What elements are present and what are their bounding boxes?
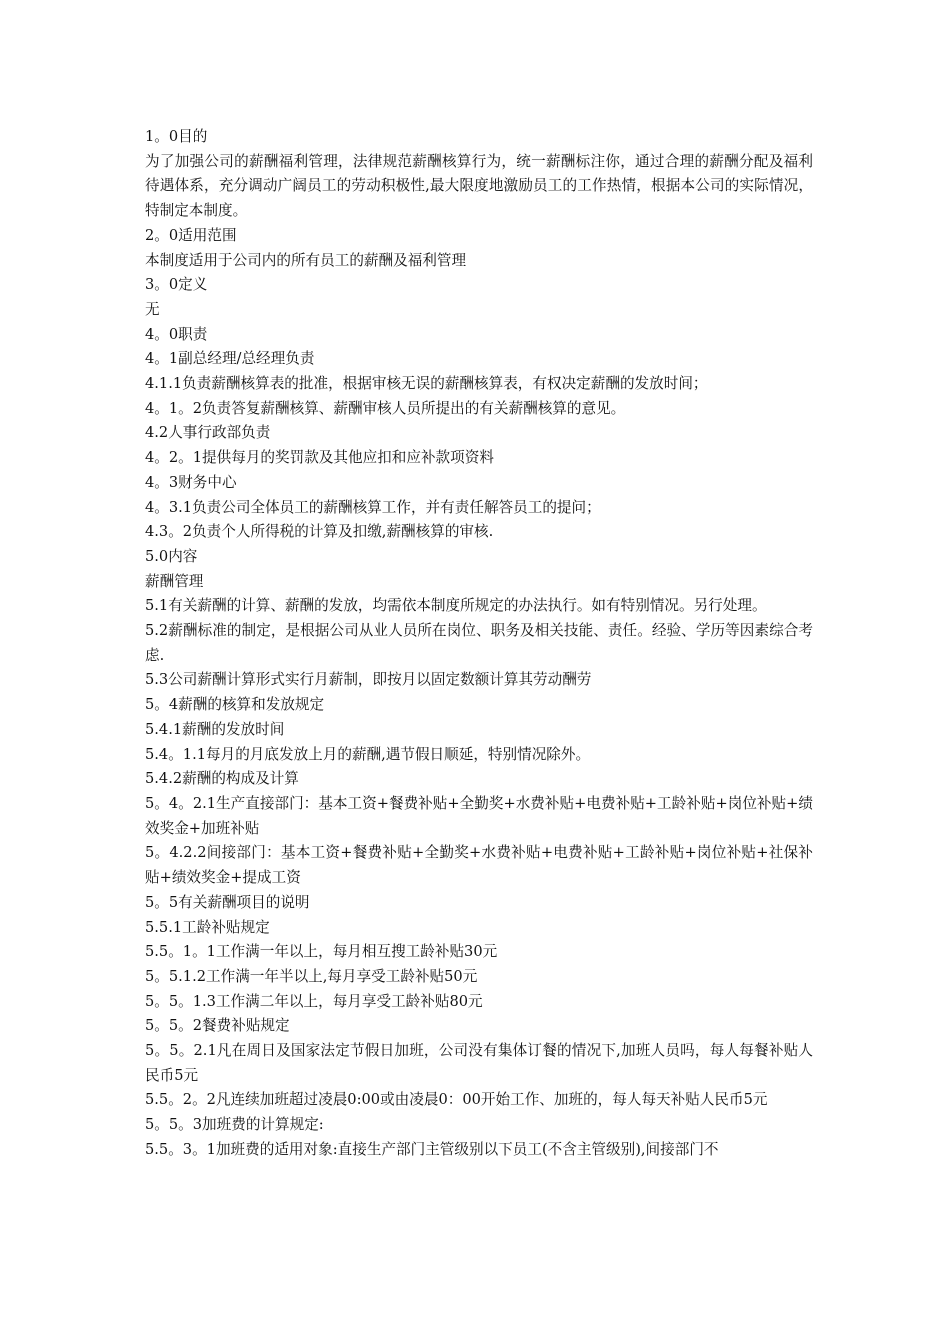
paragraph-5-5: 5。5有关薪酬项目的说明 [145,893,310,911]
paragraph-5-4: 5。4薪酬的核算和发放规定 [145,696,325,714]
paragraph-duty-4-1: 4。1副总经理/总经理负责 [145,350,315,368]
paragraph-5-5-1: 5.5.1工龄补贴规定 [145,918,270,936]
paragraph-purpose: 为了加强公司的薪酬福利管理，法律规范薪酬核算行为，统一薪酬标注你，通过合理的薪酬分配及福利待遇体系，充分调动广阔员工的劳动积极性,最大限度地激励员工的工作热情，根据本公司的实际情况，特制定本制度。 [145,152,813,220]
document-body [145,125,813,1163]
paragraph-duty-4-3-2: 4.3。2负责个人所得税的计算及扣缴,薪酬核算的审核. [145,523,494,541]
paragraph-5-4-1-1: 5.4。1.1每月的月底发放上月的薪酬,遇节假日顺延，特别情况除外。 [145,745,591,763]
paragraph-5-2: 5.2薪酬标准的制定，是根据公司从业人员所在岗位、职务及相关技能、责任。经验、学历等因素综合考虑. [145,622,813,664]
paragraph-5-1: 5.1有关薪酬的计算、薪酬的发放，均需依本制度所规定的办法执行。如有特别情况。另行处理。 [145,597,767,615]
paragraph-5-5-1-1: 5.5。1。1工作满一年以上，每月相互搜工龄补贴30元 [145,943,498,961]
section-heading-purpose: 1。0目的 [145,128,208,145]
paragraph-duty-4-2-1: 4。2。1提供每月的奖罚款及其他应扣和应补款项资料 [145,449,494,467]
paragraph-5-5-3: 5。5。3加班费的计算规定: [145,1116,324,1134]
paragraph-5-5-2-1: 5。5。2.1凡在周日及国家法定节假日加班，公司没有集体订餐的情况下,加班人员吗，每人每餐补贴人民币5元 [145,1042,813,1084]
paragraph-5-5-1-3: 5。5。1.3工作满二年以上，每月享受工龄补贴80元 [145,992,483,1010]
section-heading-scope: 2。0适用范围 [145,226,237,244]
paragraph-definition: 无 [145,300,160,318]
paragraph-5-5-3-1: 5.5。3。1加班费的适用对象:直接生产部门主管级别以下员工(不含主管级别),间接部门不 [145,1140,719,1158]
paragraph-5-5-1-2: 5。5.1.2工作满一年半以上,每月享受工龄补贴50元 [145,967,478,985]
paragraph-5-4-1: 5.4.1薪酬的发放时间 [145,720,285,738]
section-heading-duties: 4。0职责 [145,325,208,343]
paragraph-5-5-2: 5。5。2餐费补贴规定 [145,1017,290,1035]
paragraph-5-5-2-2: 5.5。2。2凡连续加班超过凌晨0:00或由凌晨0：00开始工作、加班的，每人每天补贴人民币5元 [145,1091,768,1109]
paragraph-5-4-2-1: 5。4。2.1生产直接部门：基本工资+餐费补贴+全勤奖+水费补贴+电费补贴+工龄补贴+岗位补贴+绩效奖金+加班补贴 [145,794,813,837]
paragraph-duty-4-3-1: 4。3.1负责公司全体员工的薪酬核算工作，并有责任解答员工的提问； [145,498,601,516]
paragraph-5-3: 5.3公司薪酬计算形式实行月薪制，即按月以固定数额计算其劳动酬劳 [145,671,592,689]
paragraph-scope: 本制度适用于公司内的所有员工的薪酬及福利管理 [145,251,467,269]
paragraph-duty-4-2: 4.2人事行政部负责 [145,424,271,442]
subheading-salary-management: 薪酬管理 [145,572,204,590]
paragraph-5-4-2: 5.4.2薪酬的构成及计算 [145,770,299,788]
section-heading-definition: 3。0定义 [145,276,208,294]
paragraph-duty-4-1-1: 4.1.1负责薪酬核算表的批准，根据审核无误的薪酬核算表，有权决定薪酬的发放时间； [145,375,708,393]
paragraph-5-4-2-2: 5。4.2.2间接部门：基本工资+餐费补贴+全勤奖+水费补贴+电费补贴+工龄补贴+岗位补贴+社保补贴+绩效奖金+提成工资 [145,844,813,887]
paragraph-duty-4-1-2: 4。1。2负责答复薪酬核算、薪酬审核人员所提出的有关薪酬核算的意见。 [145,399,626,417]
paragraph-duty-4-3: 4。3财务中心 [145,473,237,491]
section-heading-content: 5.0内容 [145,547,198,565]
